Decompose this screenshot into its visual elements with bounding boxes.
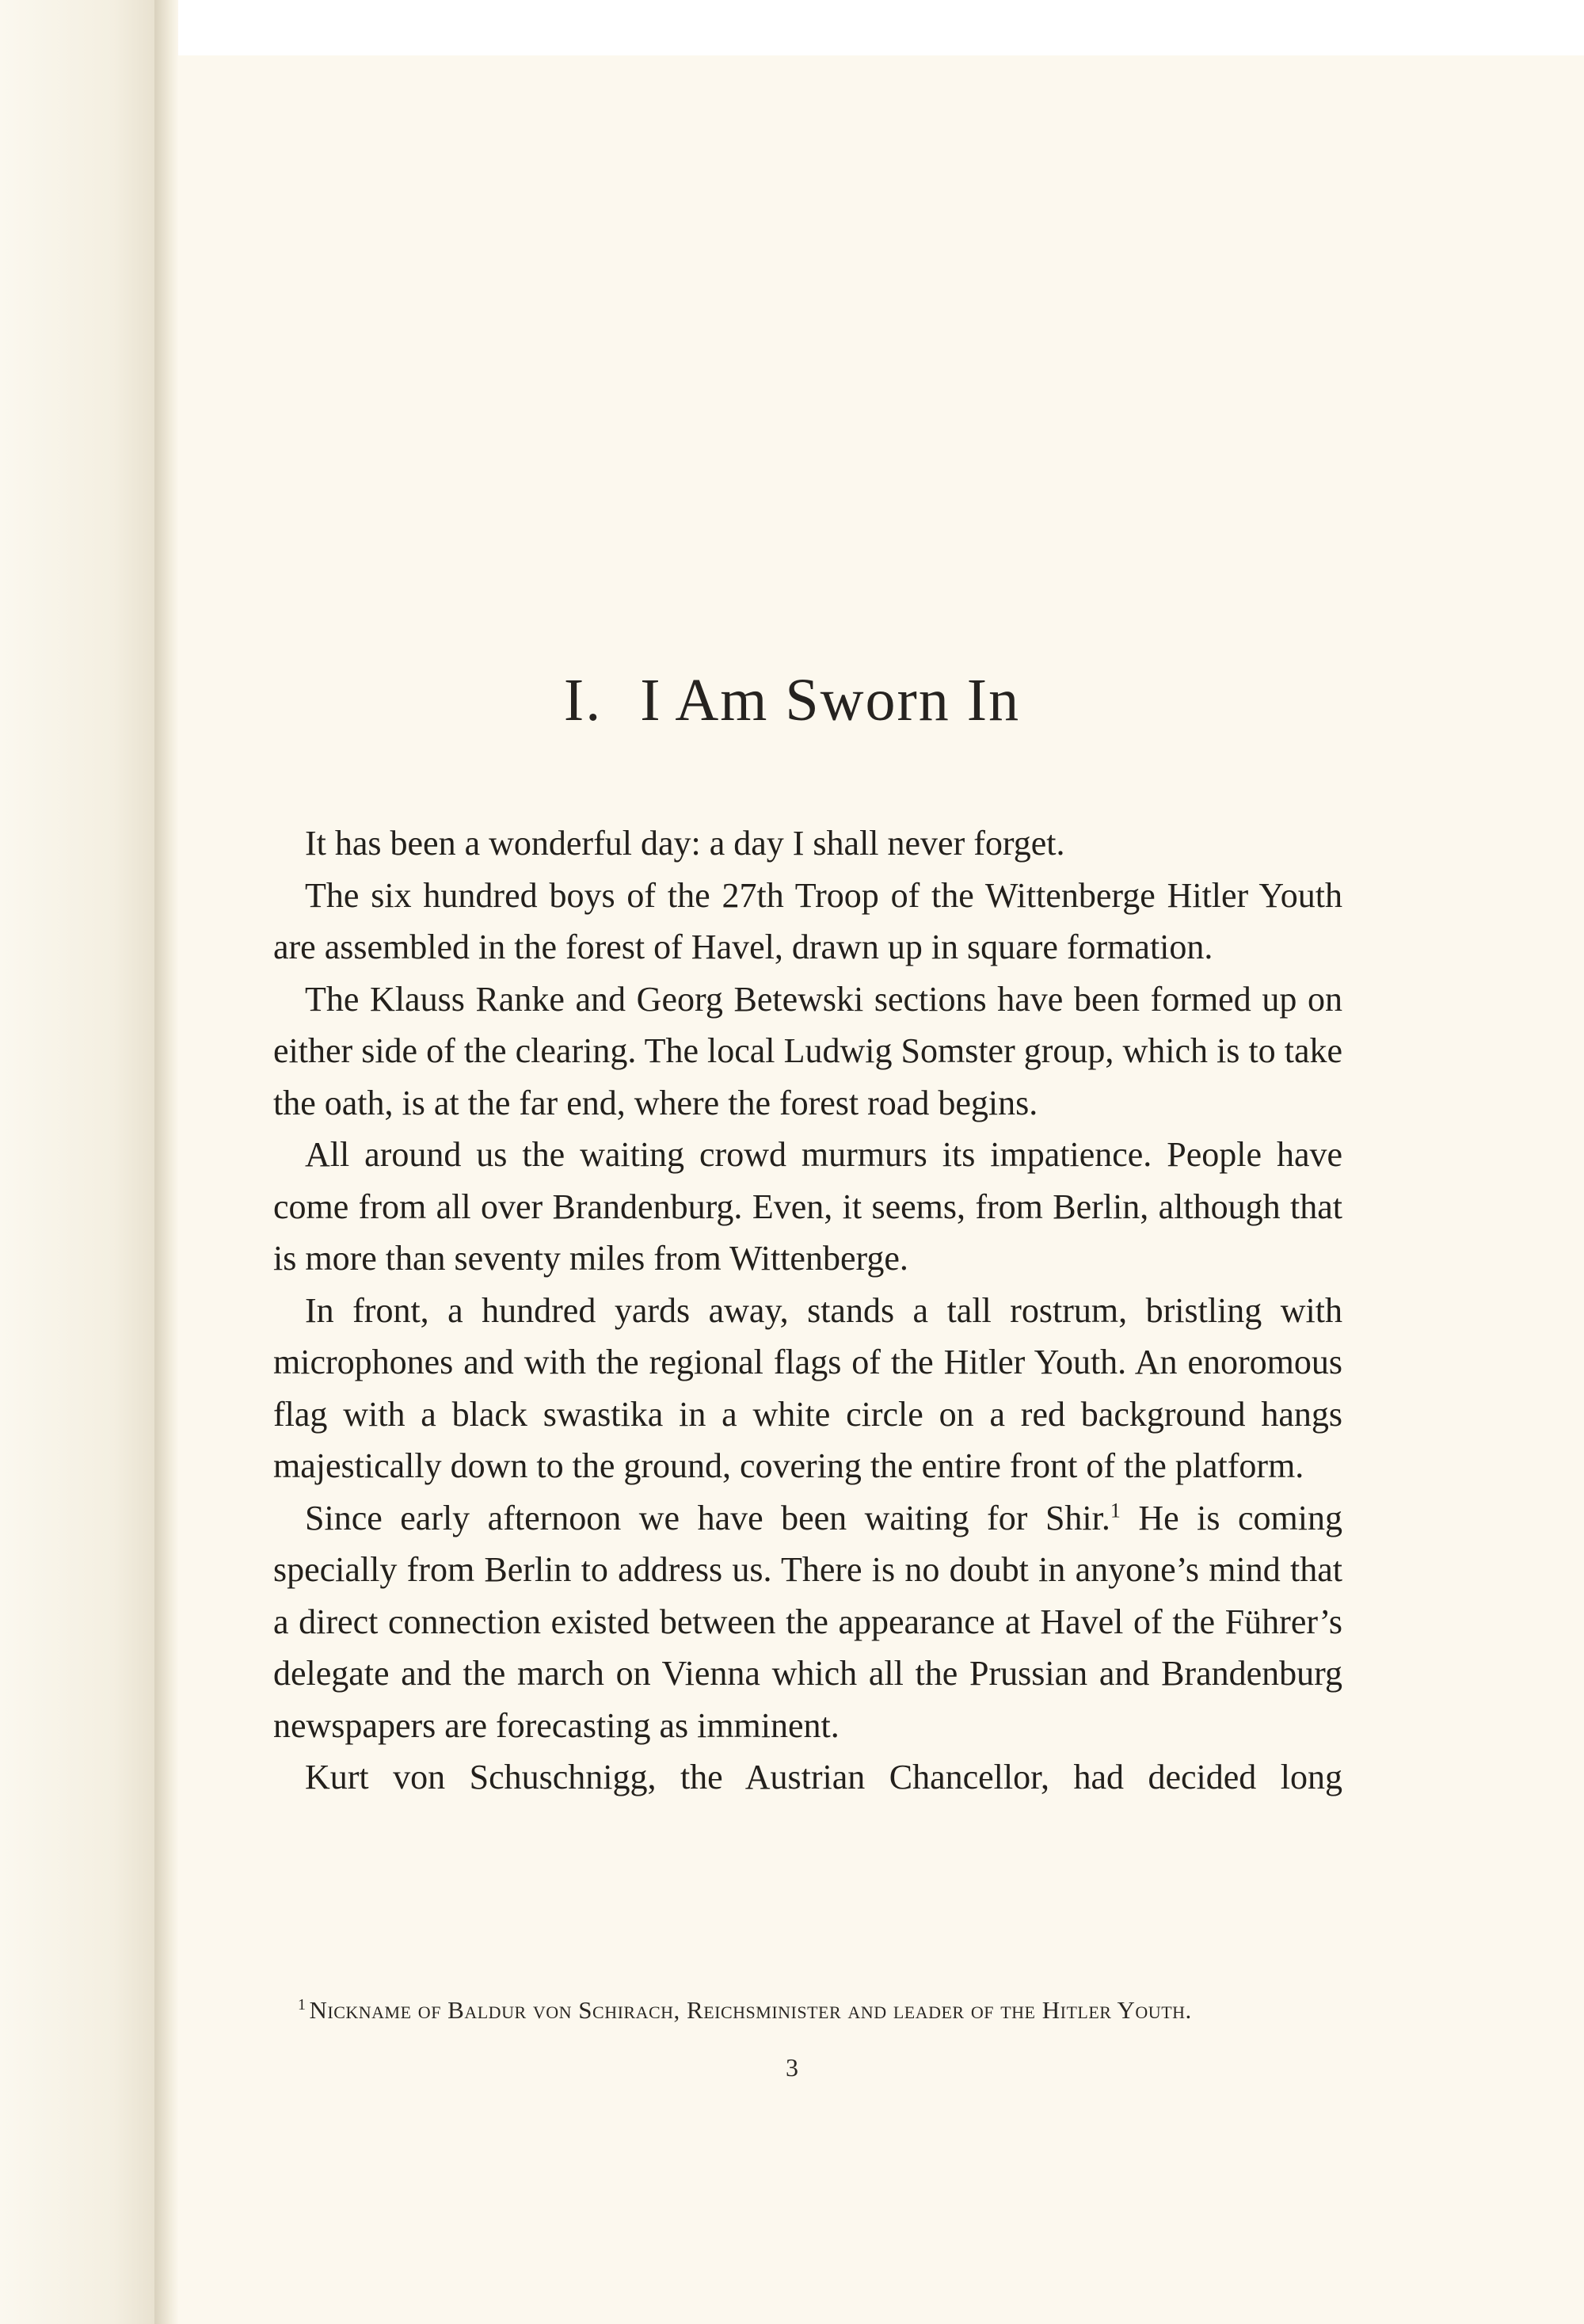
background-top xyxy=(0,0,1584,55)
paragraph-text-after-reference: He is coming specially from Berlin to address us. There is no doubt in anyone’s mind that a direct connection existed between the appearance at Havel of the Führer’s delegate and the march on Vienna which all the Prussian and Brandenburg newspapers are forecasting as imminent. xyxy=(273,1498,1342,1745)
paragraph-text-before-reference: Since early afternoon we have been waiting for Shir. xyxy=(305,1498,1110,1537)
paragraph: The Klauss Ranke and Georg Betewski sections have been formed up on either side of the clearing. The local Ludwig Somster group, which is to take the oath, is at the far end, where the forest road begins. xyxy=(273,979,1342,1122)
paragraph: It has been a wonderful day: a day I shall never forget. xyxy=(305,824,1065,863)
page-number: 3 xyxy=(786,2053,798,2082)
footnote xyxy=(298,1996,1351,2025)
footnote-text: Nickname of Baldur von Schirach, Reichsminister and leader of the Hitler Youth. xyxy=(309,1996,1192,2024)
chapter-heading xyxy=(0,666,1584,735)
footnote-reference: 1 xyxy=(1110,1498,1121,1522)
paragraph-with-footnote xyxy=(273,1492,1342,1752)
facing-page-edge xyxy=(0,0,162,2324)
book-gutter xyxy=(154,0,178,2324)
footnote-mark: 1 xyxy=(298,1995,307,2013)
chapter-number: I. xyxy=(563,666,603,733)
chapter-body xyxy=(273,817,1342,1804)
paragraph: Kurt von Schuschnigg, the Austrian Chancellor, had decided long xyxy=(305,1758,1342,1796)
paragraph: The six hundred boys of the 27th Troop of the Wittenberge Hitler Youth are assembled in the forest of Havel, drawn up in square formation. xyxy=(273,875,1342,966)
chapter-title: I Am Sworn In xyxy=(640,666,1021,733)
paragraph: All around us the waiting crowd murmurs its impatience. People have come from all over Brandenburg. Even, it seems, from Berlin, although that is more than seventy miles from Wittenberge. xyxy=(273,1135,1342,1278)
paragraph: In front, a hundred yards away, stands a tall rostrum, bristling with microphones and with the regional flags of the Hitler Youth. An enoromous flag with a black swastika in a white circle on a red background hangs majestically down to the ground, covering the entire front of the platform. xyxy=(273,1290,1342,1485)
